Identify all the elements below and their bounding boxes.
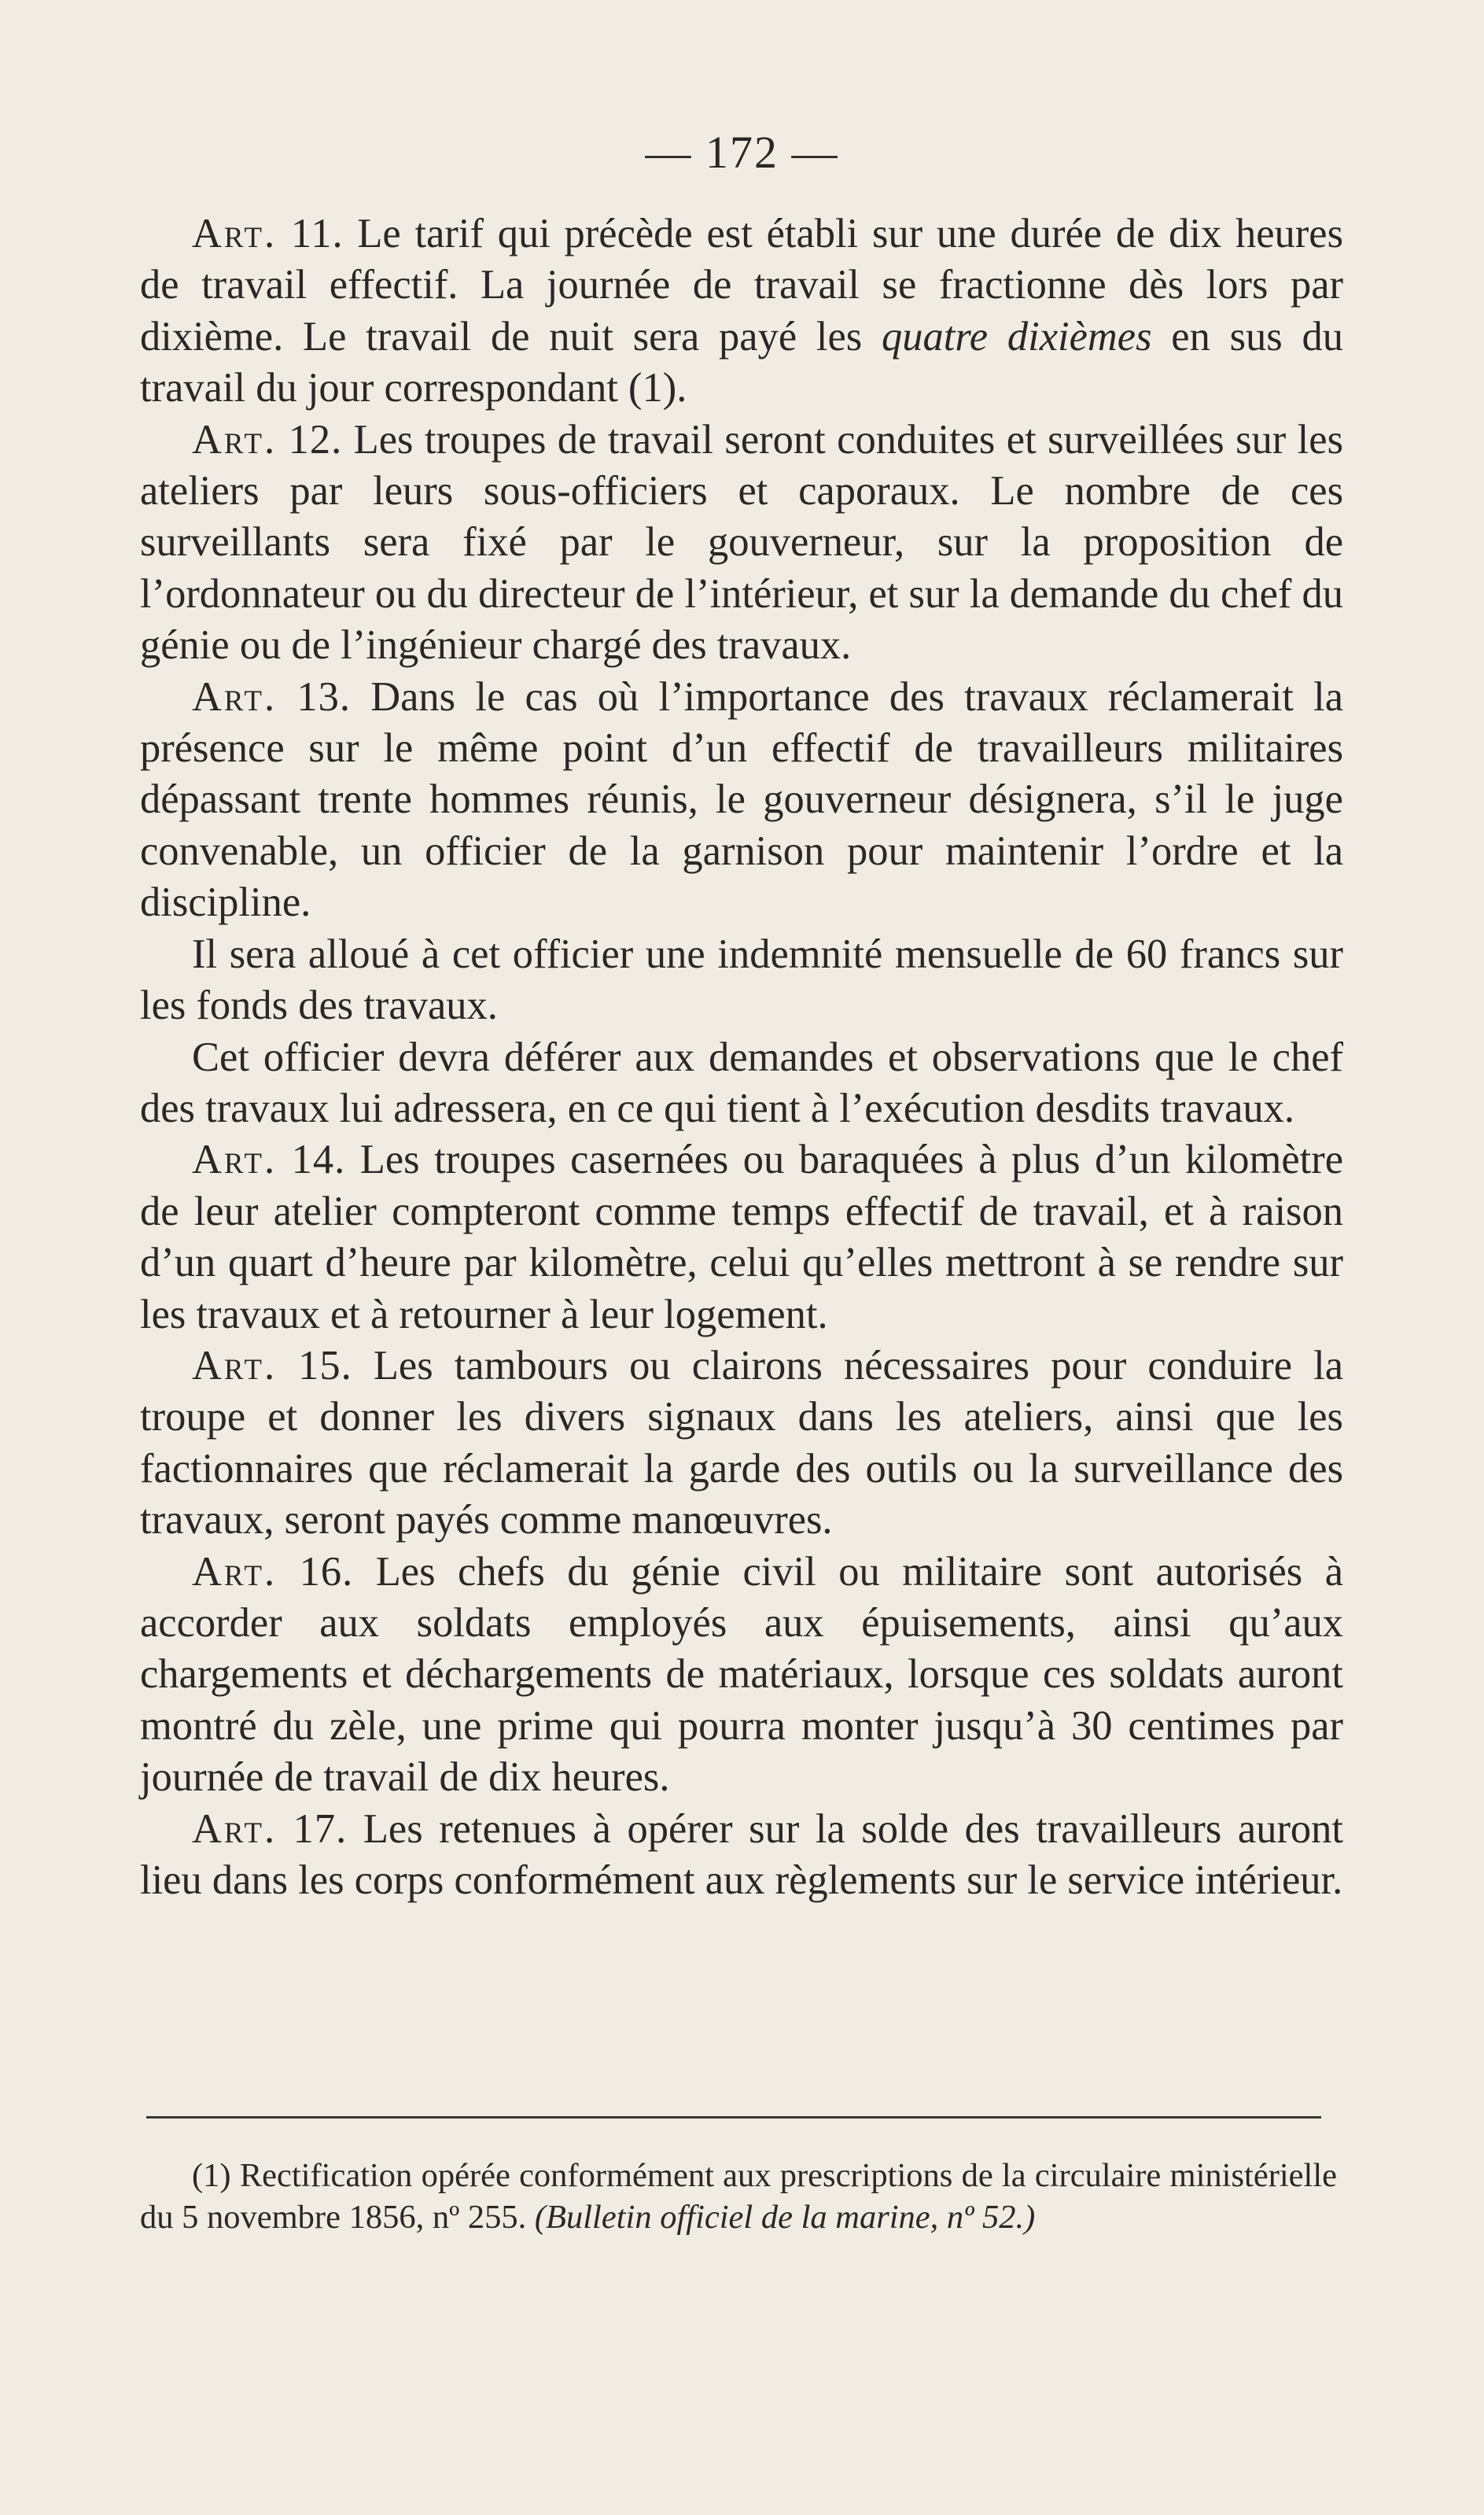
article-14-paragraph bbox=[140, 1134, 1343, 1340]
footnote bbox=[140, 2155, 1337, 2238]
article-label: Art. bbox=[192, 1342, 278, 1388]
page-number: — 172 — bbox=[645, 127, 839, 178]
article-number: 17. bbox=[293, 1805, 348, 1852]
article-emphasis: quatre dixièmes bbox=[881, 313, 1152, 360]
article-17-paragraph bbox=[140, 1804, 1343, 1907]
article-text: Le tarif qui précède est établi sur une durée de dix heures de travail effectif. La journée de travail se fractionne dès lors par dixième. Le travail de nuit sera payé les bbox=[140, 211, 1344, 360]
article-number: 14. bbox=[291, 1137, 346, 1183]
article-number: 11. bbox=[290, 211, 344, 256]
footnote-separator bbox=[146, 2116, 1321, 2119]
article-text: Les chefs du génie civil ou militaire sont autorisés à accorder aux soldats employés aux épuisements, ainsi qu’aux chargements et déchargements de matériaux, lorsque ces soldats auront montré du zèle, une prime qui pourra monter jusqu’à 30 centimes par journée de travail de dix heures. bbox=[140, 1548, 1343, 1801]
article-label: Art. bbox=[192, 1548, 278, 1595]
article-text: Les troupes de travail seront conduites et surveillées sur les ateliers par leurs sous-officiers et caporaux. Le nombre de ces surveillants sera fixé par le gouverneur, sur la proposition de l’ordonnateur ou du directeur de l’intérieur, et sur la demande du chef du génie ou de l’ingénieur chargé des travaux. bbox=[140, 416, 1344, 669]
article-text: Les retenues à opérer sur la solde des travailleurs auront lieu dans les corps conformément aux règlements sur le service intérieur. bbox=[140, 1805, 1344, 1903]
article-label: Art. bbox=[192, 1805, 278, 1852]
article-16-paragraph bbox=[140, 1547, 1343, 1804]
article-text: Dans le cas où l’importance des travaux réclamerait la présence sur le même point d’un effectif de travailleurs militaires dépassant trente hommes réunis, le gouverneur désignera, s’il le juge convenable, un officier de la garnison pour maintenir l’ordre et la discipline. bbox=[140, 673, 1344, 926]
article-11-paragraph bbox=[140, 208, 1343, 415]
article-text: en sus du travail du jour correspondant (1). bbox=[140, 313, 1343, 411]
article-label: Art. bbox=[192, 416, 278, 463]
article-number: 15. bbox=[298, 1342, 352, 1388]
article-13-paragraph bbox=[140, 672, 1343, 929]
article-label: Art. bbox=[192, 1137, 278, 1183]
footnote-citation: (Bulletin officiel de la marine, nº 52.) bbox=[534, 2198, 1036, 2236]
article-number: 16. bbox=[299, 1548, 354, 1595]
article-13-officer-paragraph: Cet officier devra déférer aux demandes et observations que le chef des travaux lui adressera, en ce qui tient à l’exécution desdits travaux. bbox=[140, 1034, 1343, 1131]
article-15-paragraph bbox=[140, 1340, 1343, 1547]
footnote-paragraph bbox=[140, 2155, 1337, 2238]
article-text: Les tambours ou clairons nécessaires pour conduire la troupe et donner les divers signaux dans les ateliers, ainsi que les factionnaires que réclamerait la garde des outils ou la surveillance des travaux, seront payés comme manœuvres. bbox=[140, 1342, 1344, 1543]
footnote-text: (1) Rectification opérée conformément aux prescriptions de la circulaire ministérielle du 5 novembre 1856, nº 255. bbox=[140, 2157, 1337, 2236]
article-text-block bbox=[140, 208, 1343, 1906]
article-text: Les troupes casernées ou baraquées à plus d’un kilomètre de leur atelier compteront comme temps effectif de travail, et à raison d’un quart d’heure par kilomètre, celui qu’elles mettront à se rendre sur les travaux et à retourner à leur logement. bbox=[140, 1137, 1343, 1337]
article-label: Art. bbox=[192, 211, 278, 256]
article-number: 13. bbox=[296, 673, 351, 720]
article-12-paragraph bbox=[140, 415, 1343, 672]
article-label: Art. bbox=[192, 673, 278, 720]
article-13-indemnity-paragraph: Il sera alloué à cet officier une indemnité mensuelle de 60 francs sur les fonds des travaux. bbox=[140, 931, 1343, 1029]
article-number: 12. bbox=[288, 416, 343, 463]
